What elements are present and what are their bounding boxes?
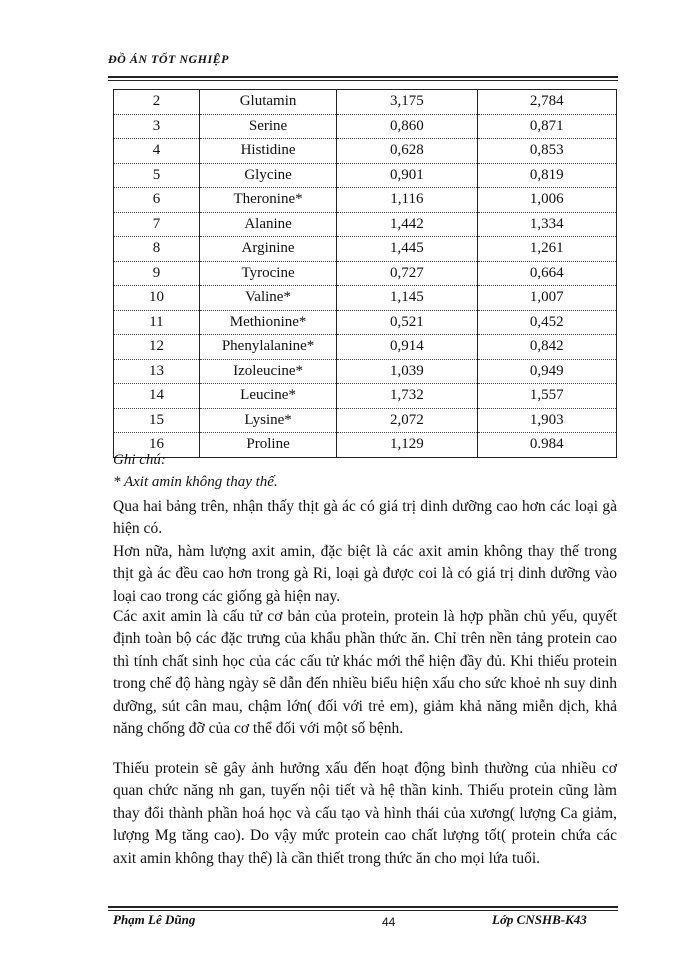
paragraph: Thiếu protein sẽ gây ảnh hưởng xấu đến hoạt động bình thường của nhiều cơ quan chức năng nh gan, tuyến nội tiết và hệ thần kinh. Thiếu protein cũng làm thay đổi thành phần hoá học và cấu tạo và hình thái của xương( lượng Ca giảm, lượng Mg tăng cao). Do vậy mức protein cao chất lượng tốt( protein chứa các axit amin không thay thế) là cần thiết trong thức ăn cho mọi lứa tuổi. <box>113 760 617 867</box>
value-col-2: 0,819 <box>477 163 616 188</box>
table-row <box>114 286 617 311</box>
row-number: 14 <box>114 384 200 409</box>
value-col-2: 0,664 <box>477 261 616 286</box>
value-col-1: 1,445 <box>337 237 477 262</box>
table-row <box>114 90 617 115</box>
page-number: 44 <box>382 915 396 929</box>
table-row <box>114 433 617 458</box>
table-row <box>114 237 617 262</box>
amino-acid-name: Glutamin <box>199 90 336 115</box>
value-col-1: 0,628 <box>337 139 477 164</box>
value-col-1: 1,145 <box>337 286 477 311</box>
value-col-1: 3,175 <box>337 90 477 115</box>
value-col-1: 2,072 <box>337 408 477 433</box>
row-number: 11 <box>114 310 200 335</box>
value-col-2: 0,871 <box>477 114 616 139</box>
row-number: 2 <box>114 90 200 115</box>
value-col-1: 0,727 <box>337 261 477 286</box>
row-number: 5 <box>114 163 200 188</box>
row-number: 9 <box>114 261 200 286</box>
row-number: 8 <box>114 237 200 262</box>
value-col-1: 1,129 <box>337 433 477 458</box>
footer-author: Phạm Lê Dũng <box>113 912 196 927</box>
header-rule <box>108 76 618 78</box>
amino-acid-name: Serine <box>199 114 336 139</box>
amino-acid-name: Methionine* <box>199 310 336 335</box>
amino-acid-name: Alanine <box>199 212 336 237</box>
value-col-1: 1,732 <box>337 384 477 409</box>
table-row <box>114 335 617 360</box>
amino-acid-name: Tyrocine <box>199 261 336 286</box>
amino-acid-name: Lysine* <box>199 408 336 433</box>
footer-rule-thin <box>108 910 618 911</box>
value-col-2: 2,784 <box>477 90 616 115</box>
value-col-1: 0,521 <box>337 310 477 335</box>
table-row <box>114 163 617 188</box>
value-col-2: 1,903 <box>477 408 616 433</box>
value-col-2: 1,334 <box>477 212 616 237</box>
value-col-2: 0,949 <box>477 359 616 384</box>
amino-acid-table <box>113 89 617 458</box>
amino-acid-name: Histidine <box>199 139 336 164</box>
value-col-2: 1,261 <box>477 237 616 262</box>
table-row <box>114 139 617 164</box>
row-number: 16 <box>114 433 200 458</box>
row-number: 7 <box>114 212 200 237</box>
row-number: 4 <box>114 139 200 164</box>
value-col-1: 0,901 <box>337 163 477 188</box>
amino-acid-name: Leucine* <box>199 384 336 409</box>
value-col-2: 0,853 <box>477 139 616 164</box>
amino-acid-name: Theronine* <box>199 188 336 213</box>
value-col-2: 0,452 <box>477 310 616 335</box>
row-number: 3 <box>114 114 200 139</box>
footer-rule <box>108 906 618 908</box>
value-col-1: 0,860 <box>337 114 477 139</box>
value-col-1: 1,116 <box>337 188 477 213</box>
paragraph: Qua hai bảng trên, nhận thấy thịt gà ác có giá trị dinh dưỡng cao hơn các loại gà hiện có. <box>113 498 617 538</box>
row-number: 10 <box>114 286 200 311</box>
amino-acid-name: Izoleucine* <box>199 359 336 384</box>
value-col-2: 1,007 <box>477 286 616 311</box>
table-row <box>114 359 617 384</box>
table-row <box>114 212 617 237</box>
header-rule-thin <box>108 80 618 81</box>
row-number: 12 <box>114 335 200 360</box>
value-col-1: 0,914 <box>337 335 477 360</box>
value-col-1: 1,039 <box>337 359 477 384</box>
value-col-2: 1,006 <box>477 188 616 213</box>
table-row <box>114 408 617 433</box>
note-label: Ghi chú: <box>113 452 166 468</box>
footer-class: Lớp CNSHB-K43 <box>492 912 587 927</box>
paragraph: Hơn nữa, hàm lượng axit amin, đặc biệt là các axit amin không thay thế trong thịt gà ác đều cao hơn trong gà Ri, loại gà được coi là có giá trị dinh dưỡng vào loại cao trong các giống gà hiện nay. <box>113 543 617 605</box>
value-col-2: 0.984 <box>477 433 616 458</box>
amino-acid-name: Phenylalanine* <box>199 335 336 360</box>
table-row <box>114 261 617 286</box>
value-col-2: 0,842 <box>477 335 616 360</box>
row-number: 13 <box>114 359 200 384</box>
note-text: * Axit amin không thay thế. <box>113 474 278 490</box>
amino-acid-name: Glycine <box>199 163 336 188</box>
paragraph: Các axit amin là cấu tử cơ bản của protein, protein là hợp phần chủ yếu, quyết định toàn bộ các đặc trưng của khẩu phần thức ăn. Chỉ trên nền tảng protein cao thì tính chất sinh học của các cấu tử khác mới thể hiện đầy đủ. Khi thiếu protein trong chế độ hàng ngày sẽ dẫn đến nhiều biểu hiện xấu cho sức khoẻ nh suy dinh dưỡng, sút cân mau, chậm lớn( đối với trẻ em), giảm khả năng miễn dịch, khả năng chống đỡ của cơ thể đối với một số bệnh. <box>113 608 617 738</box>
value-col-1: 1,442 <box>337 212 477 237</box>
row-number: 15 <box>114 408 200 433</box>
amino-acid-name: Proline <box>199 433 336 458</box>
value-col-2: 1,557 <box>477 384 616 409</box>
page-header-title: ĐỒ ÁN TỐT NGHIỆP <box>108 52 229 66</box>
amino-acid-name: Valine* <box>199 286 336 311</box>
table-row <box>114 310 617 335</box>
table-row <box>114 384 617 409</box>
table-row <box>114 114 617 139</box>
table-row <box>114 188 617 213</box>
amino-acid-name: Arginine <box>199 237 336 262</box>
row-number: 6 <box>114 188 200 213</box>
